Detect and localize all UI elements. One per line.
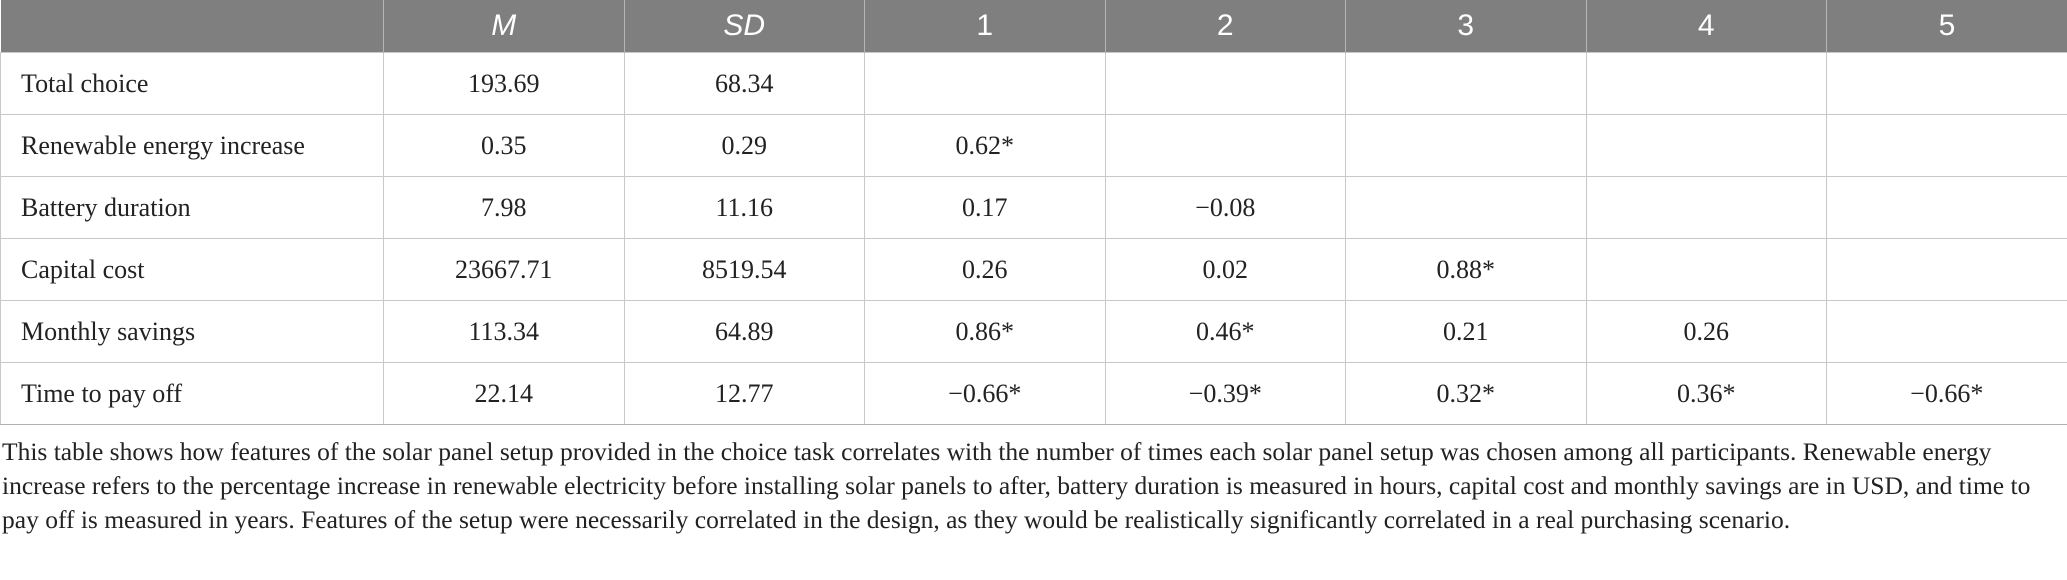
row-label: Battery duration — [1, 177, 384, 239]
table-cell: 0.86* — [865, 301, 1106, 363]
table-cell — [1827, 177, 2067, 239]
header-row — [1, 0, 2067, 53]
table-cell: −0.66* — [1827, 363, 2067, 425]
header-cell-sd: SD — [624, 0, 865, 53]
table-cell: 193.69 — [384, 53, 625, 115]
row-label: Renewable energy increase — [1, 115, 384, 177]
table-cell: 0.88* — [1346, 239, 1587, 301]
table-cell: 0.29 — [624, 115, 865, 177]
row-label: Time to pay off — [1, 363, 384, 425]
header-cell-4: 4 — [1586, 0, 1827, 53]
table-footnote: This table shows how features of the solar panel setup provided in the choice task correlates with the number of times each solar panel setup was chosen among all participants. Renewable energy increase refers to the percentage increase in renewable electricity before installing solar panels to after, battery duration is measured in hours, capital cost and monthly savings are in USD, and time to pay off is measured in years. Features of the setup were necessarily correlated in the design, as they would be realistically significantly correlated in a real purchasing scenario. — [2, 437, 2031, 534]
table-cell — [1827, 301, 2067, 363]
table-cell: 7.98 — [384, 177, 625, 239]
table-row — [1, 301, 2067, 363]
table-cell: 113.34 — [384, 301, 625, 363]
table-cell — [1586, 177, 1827, 239]
header-cell-label — [1, 0, 384, 53]
table-cell: 22.14 — [384, 363, 625, 425]
table-cell — [1586, 239, 1827, 301]
table-cell: 0.62* — [865, 115, 1106, 177]
table-cell — [1346, 53, 1587, 115]
table-row — [1, 177, 2067, 239]
table-cell: −0.66* — [865, 363, 1106, 425]
table-cell: 0.35 — [384, 115, 625, 177]
table-cell — [865, 53, 1106, 115]
table-body — [1, 53, 2067, 425]
table-cell — [1586, 115, 1827, 177]
table-cell: 0.17 — [865, 177, 1106, 239]
table-cell: 0.46* — [1105, 301, 1346, 363]
table-row — [1, 53, 2067, 115]
table-cell: 0.02 — [1105, 239, 1346, 301]
header-cell-3: 3 — [1346, 0, 1587, 53]
table-cell: 23667.71 — [384, 239, 625, 301]
table-cell: 0.36* — [1586, 363, 1827, 425]
table-cell: 0.26 — [865, 239, 1106, 301]
table-cell: 0.32* — [1346, 363, 1587, 425]
table-cell: 68.34 — [624, 53, 865, 115]
table-cell: 11.16 — [624, 177, 865, 239]
table-cell: −0.08 — [1105, 177, 1346, 239]
table-cell: 8519.54 — [624, 239, 865, 301]
header-cell-mean: M — [384, 0, 625, 53]
table-cell — [1105, 53, 1346, 115]
table-header — [1, 0, 2067, 53]
table-cell: 12.77 — [624, 363, 865, 425]
header-cell-2: 2 — [1105, 0, 1346, 53]
row-label: Monthly savings — [1, 301, 384, 363]
row-label: Total choice — [1, 53, 384, 115]
header-cell-5: 5 — [1827, 0, 2067, 53]
table-cell — [1827, 239, 2067, 301]
table-row — [1, 363, 2067, 425]
table-cell — [1346, 115, 1587, 177]
table-cell — [1827, 53, 2067, 115]
table-row — [1, 239, 2067, 301]
row-label: Capital cost — [1, 239, 384, 301]
table-cell: −0.39* — [1105, 363, 1346, 425]
table-cell: 64.89 — [624, 301, 865, 363]
table-cell — [1105, 115, 1346, 177]
table-cell: 0.21 — [1346, 301, 1587, 363]
table-cell — [1346, 177, 1587, 239]
table-cell — [1586, 53, 1827, 115]
table-row — [1, 115, 2067, 177]
header-cell-1: 1 — [865, 0, 1106, 53]
table-cell: 0.26 — [1586, 301, 1827, 363]
table-cell — [1827, 115, 2067, 177]
